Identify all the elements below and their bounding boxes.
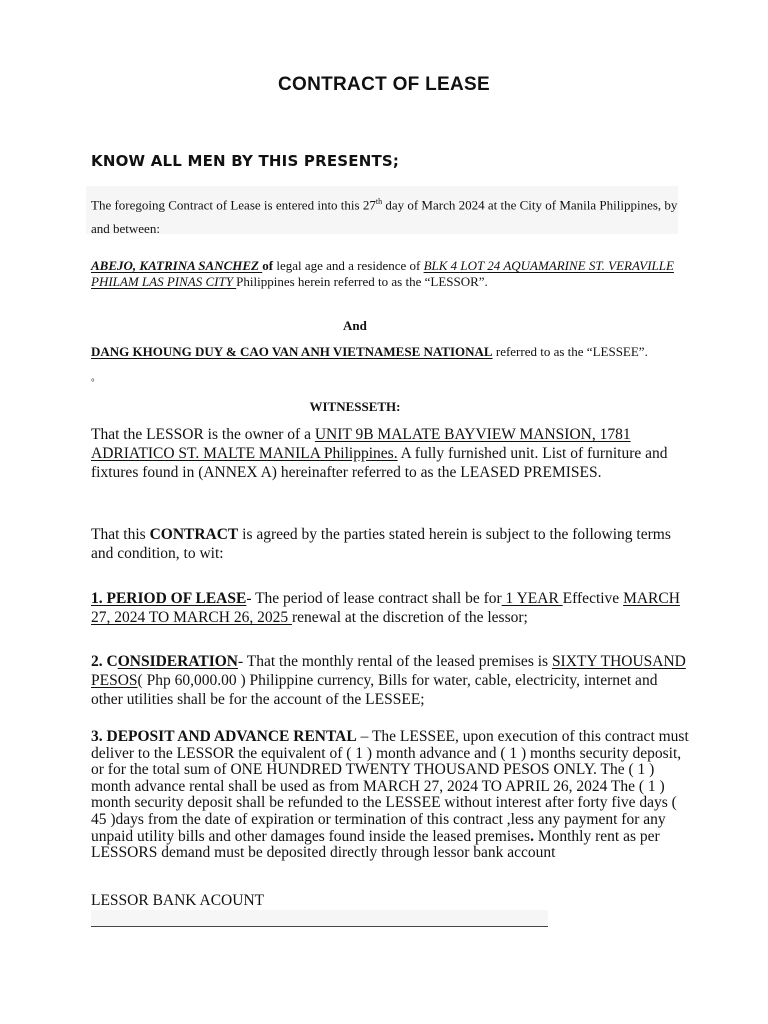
section-period-of-lease: 1. PERIOD OF LEASE- The period of lease contract shall be for 1 YEAR Effective MARCH 27, 2024 TO MARCH 26, 2025 renewal at the discretion of the lessor; — [91, 590, 680, 626]
lessor-paragraph: ABEJO, KATRINA SANCHEZ of legal age and a residence of BLK 4 LOT 24 AQUAMARINE ST. VERAVILLE PHILAM LAS PINAS CITY Philippines herein referred to as the “LESSOR”. — [91, 258, 674, 289]
bank-account-line — [91, 910, 548, 927]
bank-account-label: LESSOR BANK ACOUNT — [91, 892, 265, 909]
lessee-paragraph: DANG KHOUNG DUY & CAO VAN ANH VIETNAMESE NATIONAL referred to as the “LESSEE”. — [91, 344, 648, 359]
premises-address: UNIT 9B MALATE BAYVIEW MANSION, 1781 ADRIATICO ST. MALTE MANILA Philippines. — [91, 426, 631, 462]
document-title: CONTRACT OF LEASE — [278, 74, 490, 95]
contract-paragraph: That this CONTRACT is agreed by the parties stated herein is subject to the following terms and condition, to wit: — [91, 526, 671, 562]
preamble-heading: KNOW ALL MEN BY THIS PRESENTS; — [91, 152, 400, 170]
section-deposit-advance: 3. DEPOSIT AND ADVANCE RENTAL – The LESSEE, upon execution of this contract must deliver to the LESSOR the equivalent of ( 1 ) month advance and ( 1 ) months security deposit, or for the total sum of ONE HUNDRED TWENTY THOUSAND PESOS ONLY. The ( 1 ) month advance rental shall be used as from MARCH 27, 2024 TO APRIL 26, 2024 The ( 1 ) month security deposit shall be refunded to the LESSEE without interest after forty five days ( 45 )days from the date of expiration or termination of this contract ,less any payment for any unpaid utility bills and other damages found inside the leased premises. Monthly rent as per LESSORS demand must be deposited directly through lessor bank account — [91, 728, 689, 862]
section-consideration: 2. CONSIDERATION- That the monthly rental of the leased premises is SIXTY THOUSAND PESOS( Php 60,000.00 ) Philippine currency, Bills for water, cable, electricity, internet and other utilities shall be for the account of the LESSEE; — [91, 653, 686, 708]
intro-paragraph: The foregoing Contract of Lease is entered into this 27th day of March 2024 at the City of Manila Philippines, by and between: — [91, 197, 678, 237]
lessee-names: DANG KHOUNG DUY & CAO VAN ANH VIETNAMESE NATIONAL — [91, 344, 493, 359]
lessor-name: ABEJO, KATRINA SANCHEZ — [91, 258, 263, 273]
stray-mark: ° — [91, 377, 95, 387]
witnesseth-heading: WITNESSETH: — [309, 399, 401, 414]
and-connector: And — [343, 318, 367, 333]
section1-label: 1. PERIOD OF LEASE — [91, 590, 247, 607]
lessor-address: BLK 4 LOT 24 AQUAMARINE ST. VERAVILLE PHILAM LAS PINAS CITY — [91, 258, 674, 289]
premises-paragraph: That the LESSOR is the owner of a UNIT 9B MALATE BAYVIEW MANSION, 1781 ADRIATICO ST. MALTE MANILA Philippines. A fully furnished unit. List of furniture and fixtures found in (ANNEX A) hereinafter referred to as the LEASED PREMISES. — [91, 426, 668, 481]
section3-label: 3. DEPOSIT AND ADVANCE RENTAL — [91, 728, 357, 745]
section2-label: ONSIDERATION — [117, 653, 238, 670]
